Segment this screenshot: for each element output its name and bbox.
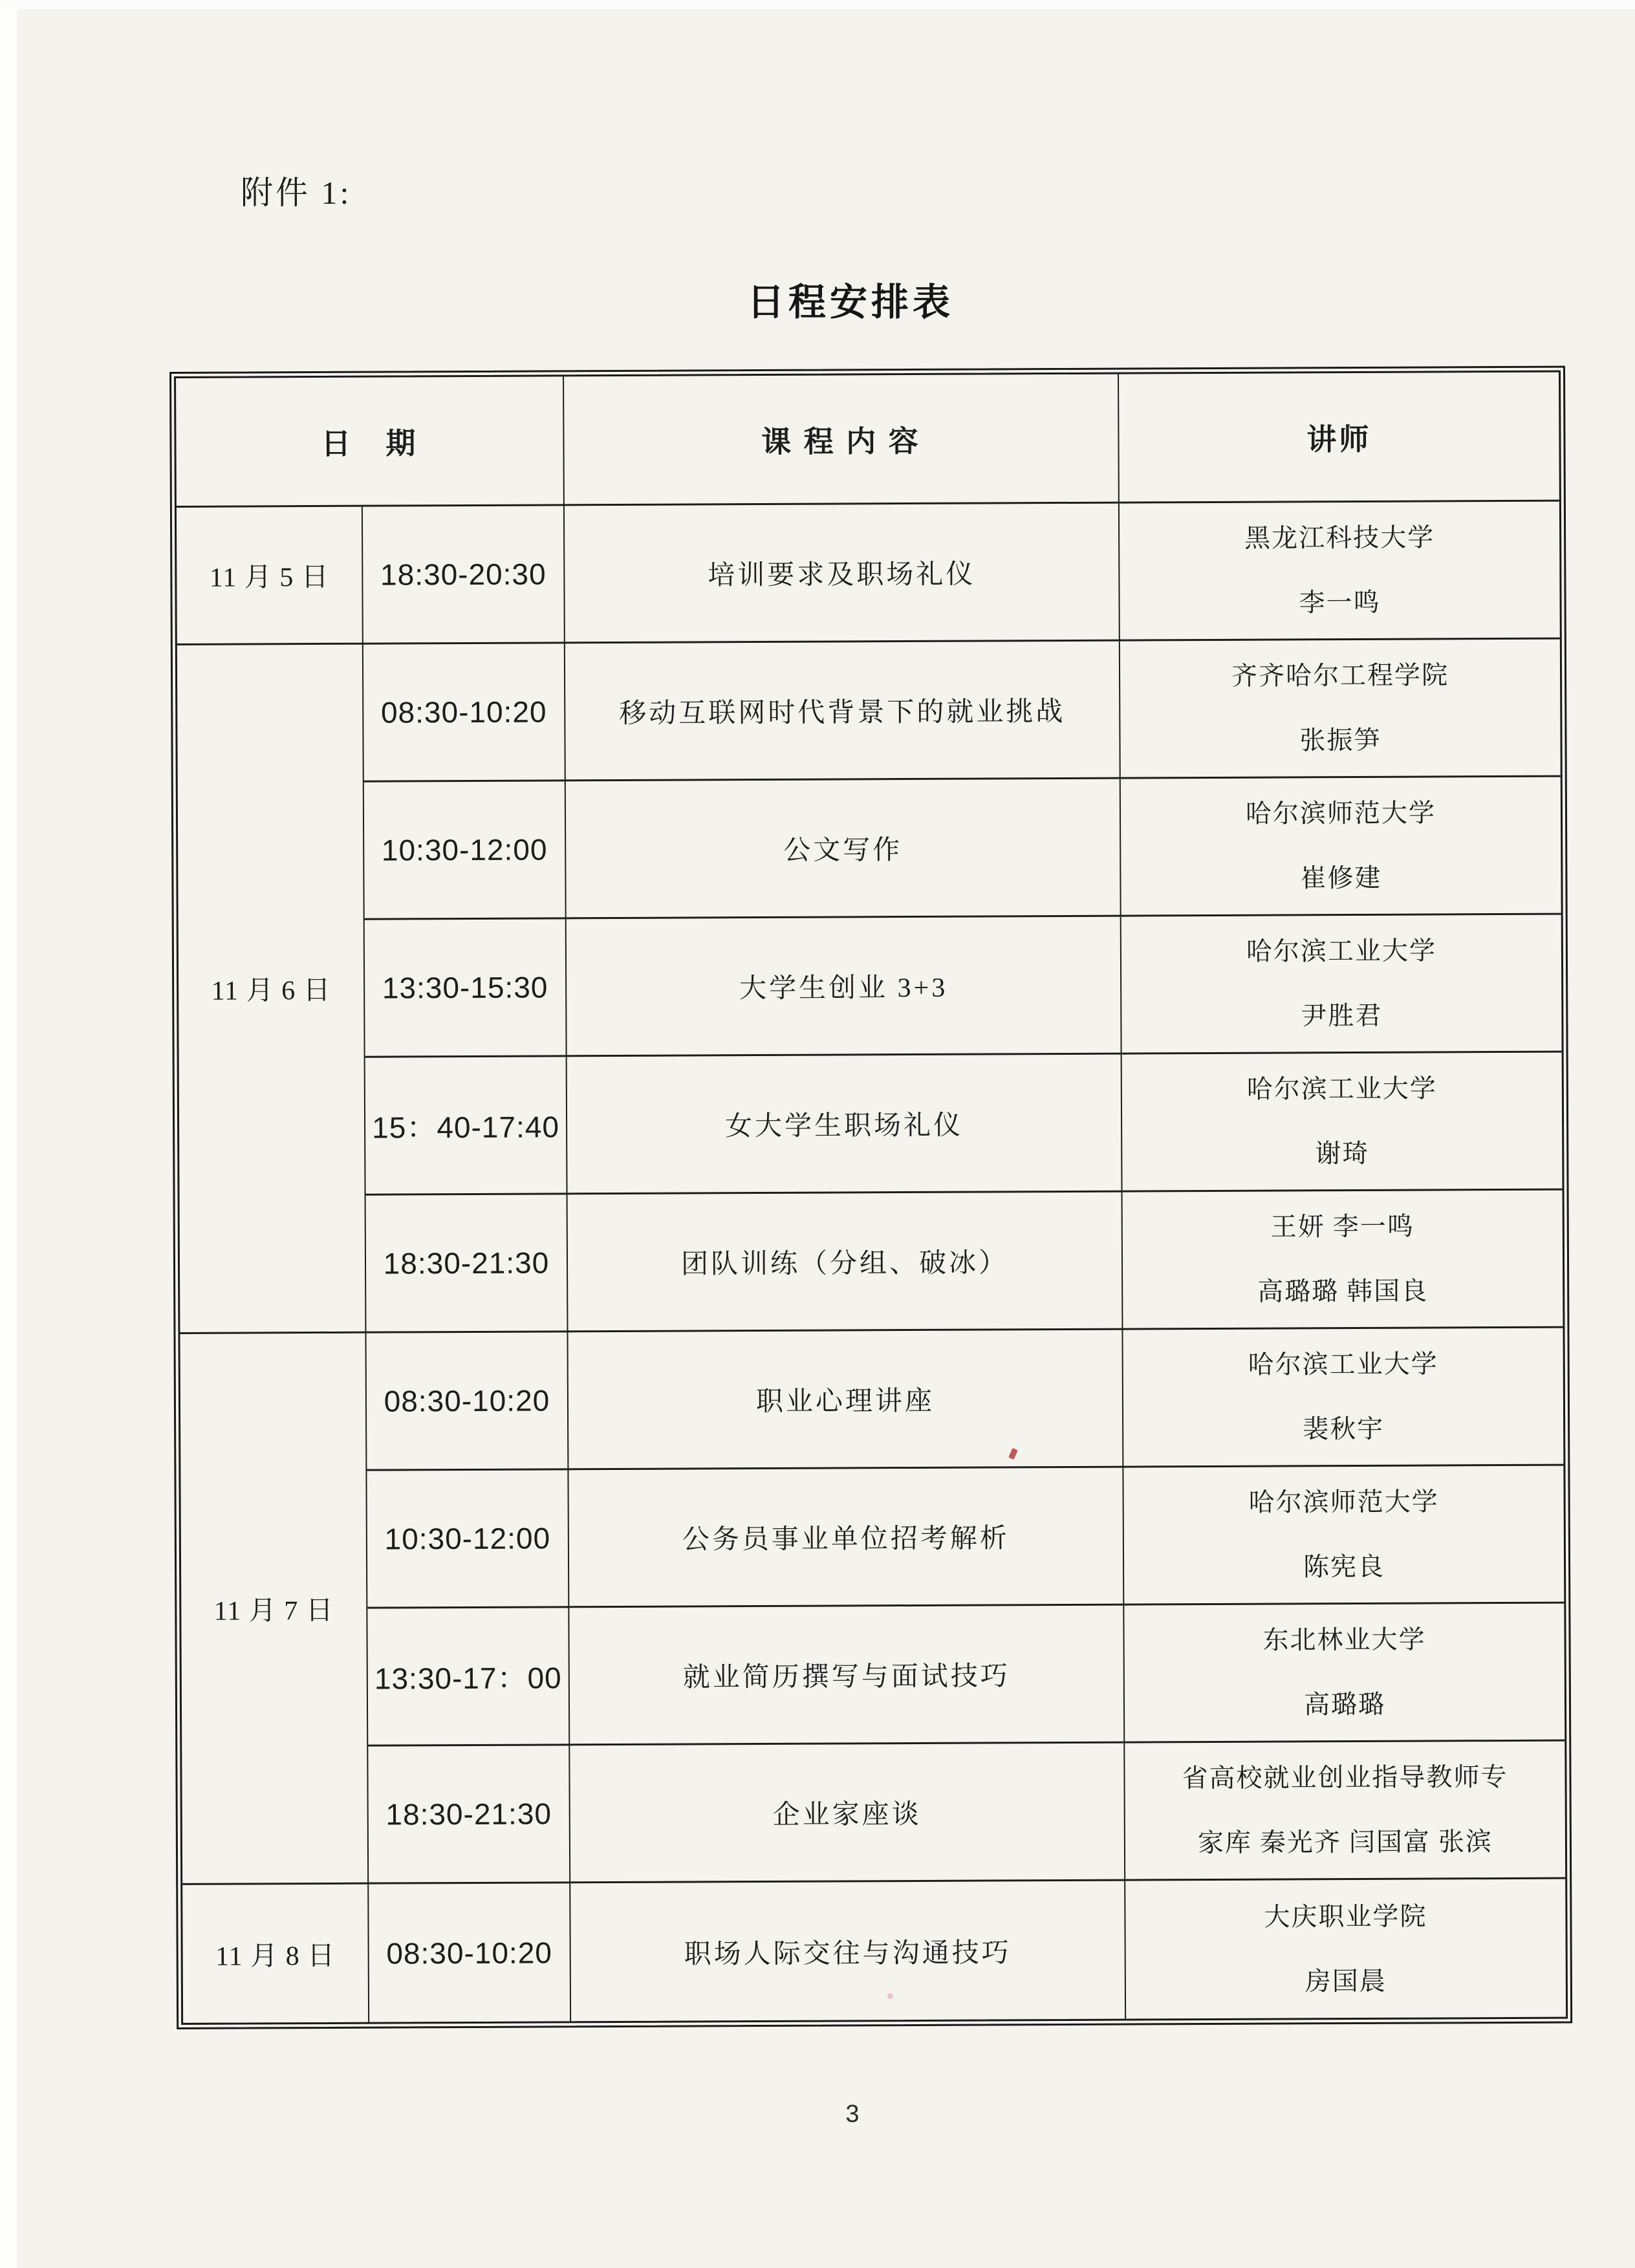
time-cell: 15：40-17:40 <box>365 1057 568 1195</box>
lecturer-org: 黑龙江科技大学 <box>1244 523 1435 553</box>
attachment-label: 附件 1: <box>241 175 352 211</box>
lecturer-cell <box>1125 1742 1565 1881</box>
time-cell: 13:30-15:30 <box>365 919 567 1057</box>
lecturer-cell <box>1120 502 1560 642</box>
lecturer-name: 崔修建 <box>1300 863 1382 893</box>
lecturer-name: 谢琦 <box>1315 1138 1370 1169</box>
time-cell: 08:30-10:20 <box>369 1883 571 2022</box>
lecturer-cell <box>1123 1191 1563 1330</box>
lecturer-org-line1: 省高校就业创业指导教师专 <box>1182 1762 1508 1793</box>
date-cell: 11 月 7 日 <box>180 1334 369 1885</box>
lecturer-org-line2: 家库 秦光齐 闫国富 张滨 <box>1197 1827 1493 1858</box>
course-cell: 职场人际交往与沟通技巧 <box>570 1881 1126 2022</box>
lecturer-cell <box>1123 1328 1563 1468</box>
table-row <box>179 1053 1563 1196</box>
lecturer-org: 哈尔滨师范大学 <box>1248 1487 1439 1517</box>
header-course: 课 程 内 容 <box>564 374 1120 506</box>
course-cell: 培训要求及职场礼仪 <box>565 504 1120 644</box>
date-cell: 11 月 5 日 <box>177 507 363 645</box>
lecturer-names-line2: 高璐璐 韩国良 <box>1257 1276 1429 1306</box>
lecturer-cell <box>1123 1466 1564 1606</box>
time-cell: 18:30-21:30 <box>366 1194 568 1333</box>
table-row <box>180 1191 1563 1334</box>
lecturer-org: 哈尔滨工业大学 <box>1246 1074 1437 1104</box>
scan-edge-left <box>0 0 17 2268</box>
lecturer-org: 哈尔滨师范大学 <box>1245 798 1436 828</box>
table-row <box>182 1742 1565 1885</box>
course-cell: 大学生创业 3+3 <box>567 917 1122 1057</box>
header-lecturer: 讲师 <box>1119 373 1559 504</box>
course-cell: 就业简历撰写与面试技巧 <box>569 1606 1125 1746</box>
lecturer-cell <box>1125 1879 1566 2019</box>
lecturer-name: 房国晨 <box>1305 1966 1387 1996</box>
lecturer-names-line1: 王妍 李一鸣 <box>1270 1211 1414 1242</box>
lecturer-name: 高璐璐 <box>1303 1689 1386 1720</box>
table-row <box>181 1604 1565 1747</box>
lecturer-name: 李一鸣 <box>1299 587 1381 618</box>
course-cell: 公文写作 <box>566 779 1121 920</box>
table-row <box>177 640 1561 783</box>
lecturer-name: 张振笋 <box>1299 725 1381 755</box>
time-cell: 18:30-20:30 <box>363 506 565 644</box>
lecturer-name: 尹胜君 <box>1301 1000 1383 1031</box>
lecturer-cell <box>1124 1604 1565 1744</box>
table-row <box>178 777 1561 921</box>
lecturer-org: 哈尔滨工业大学 <box>1246 936 1437 966</box>
course-cell: 职业心理讲座 <box>568 1330 1123 1471</box>
table-header-row <box>176 373 1559 508</box>
time-cell: 08:30-10:20 <box>363 643 566 782</box>
date-cell: 11 月 8 日 <box>182 1885 369 2023</box>
header-date: 日 期 <box>176 376 565 508</box>
page-number: 3 <box>845 2101 860 2128</box>
table-row <box>182 1879 1566 2023</box>
lecturer-name: 裴秋宇 <box>1303 1414 1385 1444</box>
time-cell: 13:30-17：00 <box>367 1608 570 1746</box>
table-row <box>177 502 1560 645</box>
lecturer-cell <box>1121 777 1561 917</box>
time-cell: 10:30-12:00 <box>367 1470 569 1608</box>
course-cell: 公务员事业单位招考解析 <box>568 1468 1124 1608</box>
scan-artifact-pink <box>887 1993 893 1999</box>
lecturer-name: 陈宪良 <box>1303 1551 1385 1582</box>
course-cell: 移动互联网时代背景下的就业挑战 <box>565 642 1121 782</box>
table-row <box>180 1328 1563 1472</box>
time-cell: 18:30-21:30 <box>368 1745 570 1884</box>
lecturer-org: 东北林业大学 <box>1262 1625 1426 1655</box>
table-row <box>180 1466 1564 1610</box>
table-row <box>179 915 1562 1059</box>
lecturer-cell <box>1120 640 1561 779</box>
lecturer-org: 哈尔滨工业大学 <box>1248 1349 1438 1379</box>
course-cell: 企业家座谈 <box>570 1744 1125 1884</box>
lecturer-cell <box>1122 1053 1563 1193</box>
lecturer-cell <box>1121 915 1562 1055</box>
page-title: 日程安排表 <box>746 281 955 323</box>
date-cell: 11 月 6 日 <box>177 645 367 1334</box>
lecturer-org: 齐齐哈尔工程学院 <box>1231 660 1449 691</box>
scan-edge-top <box>0 0 1635 9</box>
course-cell: 团队训练（分组、破冰） <box>568 1193 1123 1333</box>
course-cell: 女大学生职场礼仪 <box>567 1055 1123 1195</box>
schedule-table <box>169 366 1572 2029</box>
time-cell: 10:30-12:00 <box>364 781 567 920</box>
lecturer-org: 大庆职业学院 <box>1264 1901 1427 1932</box>
time-cell: 08:30-10:20 <box>366 1332 568 1471</box>
